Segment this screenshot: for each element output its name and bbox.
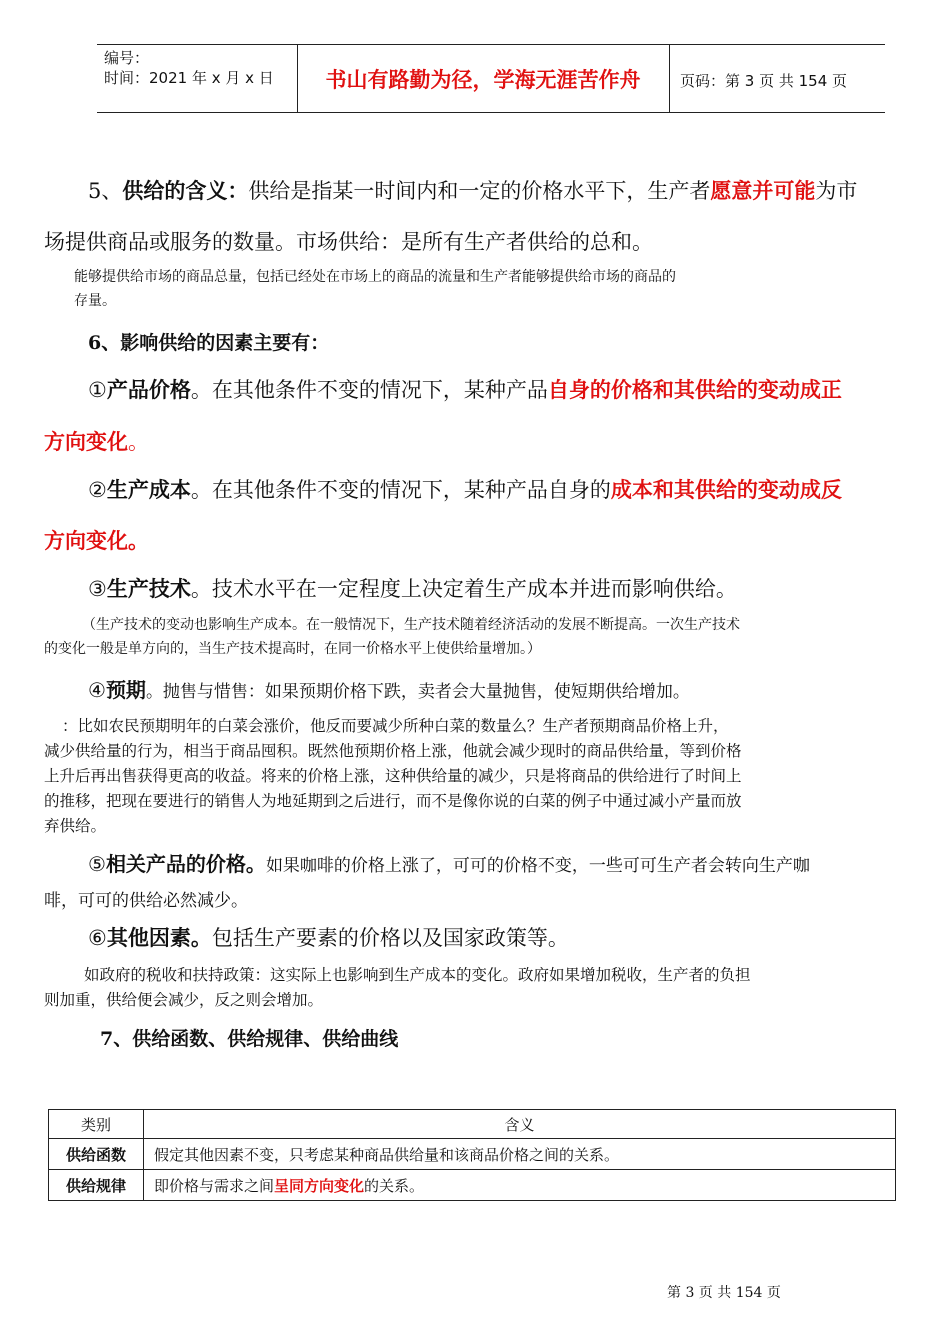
section5-note: 能够提供给市场的商品总量，包括已经处在市场上的商品的流量和生产者能够提供给市场的商品的	[74, 269, 676, 285]
table-row	[49, 1139, 896, 1170]
section5-title: 供给的含义：	[122, 178, 249, 203]
header-top-rule	[97, 44, 885, 45]
supply-table	[48, 1109, 896, 1201]
document-number-label: 编号：	[104, 49, 150, 67]
factor-expectation-note: ：比如农民预期明年的白菜会涨价，他反而要减少所种白菜的数量么？生产者预期商品价格上升，	[62, 717, 729, 735]
table-cell-highlight: 呈同方向变化	[274, 1176, 365, 1195]
factor-text: 。在其他条件不变的情况下，某种产品	[190, 378, 548, 402]
factor-label: 产品价格	[106, 377, 191, 402]
section5-line2: 场提供商品或服务的数量。市场供给：是所有生产者供给的总和。	[44, 230, 653, 254]
factor-cost-line1	[88, 474, 842, 504]
factor-cost-line2	[44, 525, 149, 555]
factor-text: 。技术水平在一定程度上决定着生产成本并进而影响供给。	[190, 577, 737, 601]
factor-expectation-note: 上升后再出售获得更高的收益。将来的价格上涨，这种供给量的减少，只是将商品的供给进行了时间上	[44, 767, 742, 785]
factor-expectation-note: 的推移，把现在要进行的销售人为地延期到之后进行，而不是像你说的白菜的例子中通过减小产量而放	[44, 792, 742, 810]
section5-line1	[88, 175, 857, 205]
factor-other-note: 如政府的税收和扶持政策：这实际上也影响到生产成本的变化。政府如果增加税收，生产者的负担	[84, 966, 751, 984]
factor-tech-line1	[88, 573, 737, 603]
factor-label: 其他因素。	[106, 925, 212, 950]
section5-text-end: 为市	[815, 179, 858, 203]
header-page-info: 页码：第 3 页 共 154 页	[680, 72, 848, 90]
factor-text: 。抛售与惜售：如果预期价格下跌，卖者会大量抛售，使短期供给增加。	[145, 682, 690, 702]
table-header-category: 类别	[49, 1110, 144, 1139]
factor-number: ⑥	[88, 926, 107, 950]
factor-price-line1	[88, 374, 842, 404]
section5-text: 供给是指某一时间内和一定的价格水平下，生产者	[248, 179, 711, 203]
factor-highlight: 自身的价格和其供给的变动成正	[547, 377, 842, 402]
header-divider	[669, 44, 670, 112]
factor-text: 。在其他条件不变的情况下，某种产品自身的	[190, 478, 611, 502]
header-left	[104, 48, 274, 88]
factor-label: 相关产品的价格。	[105, 852, 266, 876]
header-motto: 书山有路勤为径，学海无涯苦作舟	[325, 67, 641, 92]
factor-related-line1	[88, 848, 810, 877]
section5-note: 存量。	[74, 293, 116, 309]
section7-title: 7、供给函数、供给规律、供给曲线	[100, 1028, 399, 1050]
table-header-row	[49, 1110, 896, 1139]
factor-related-line2: 啡，可可的供给必然减少。	[44, 891, 248, 911]
table-cell-text: 即价格与需求之间	[154, 1176, 275, 1195]
factor-tech-note: 的变化一般是单方向的，当生产技术提高时，在同一价格水平上使供给量增加。）	[44, 641, 541, 657]
factor-number: ①	[88, 378, 107, 402]
factor-highlight: 方向变化。	[44, 528, 149, 553]
factor-label: 生产成本	[106, 477, 191, 502]
table-row	[49, 1170, 896, 1201]
factor-highlight: 方向变化	[44, 429, 128, 454]
table-cell-meaning	[144, 1170, 896, 1201]
header-bottom-rule	[97, 112, 885, 113]
table-cell-category: 供给函数	[49, 1139, 144, 1170]
factor-expectation-line1	[88, 674, 690, 703]
factor-number: ⑤	[88, 852, 106, 876]
table-cell-text: 的关系。	[364, 1176, 425, 1195]
factor-number: ②	[88, 478, 107, 502]
factor-price-line2	[44, 426, 149, 456]
page-footer: 第 3 页 共 154 页	[667, 1285, 781, 1301]
factor-expectation-note: 减少供给量的行为，相当于商品囤积。既然他预期价格上涨，他就会减少现时的商品供给量，等到价格	[44, 742, 742, 760]
factor-other-note: 则加重，供给便会减少，反之则会增加。	[44, 991, 324, 1009]
factor-other-line1	[88, 922, 569, 952]
table-cell-meaning: 假定其他因素不变，只考虑某种商品供给量和该商品价格之间的关系。	[144, 1139, 896, 1170]
factor-text: 包括生产要素的价格以及国家政策等。	[211, 926, 569, 950]
table-cell-category: 供给规律	[49, 1170, 144, 1201]
factor-text: 如果咖啡的价格上涨了，可可的价格不变，一些可可生产者会转向生产咖	[265, 856, 810, 876]
factor-expectation-note: 弃供给。	[44, 817, 107, 835]
table-header-meaning: 含义	[144, 1110, 896, 1139]
factor-end: 。	[128, 430, 149, 454]
factor-label: 生产技术	[106, 576, 191, 601]
section6-title: 6、影响供给的因素主要有：	[88, 332, 330, 354]
factor-number: ③	[88, 577, 107, 601]
document-time: 时间：2021 年 x 月 x 日	[104, 69, 274, 87]
section5-highlight: 愿意并可能	[710, 178, 816, 203]
factor-label: 预期	[105, 678, 146, 702]
factor-number: ④	[88, 678, 106, 702]
section5-number: 5、	[88, 179, 123, 203]
factor-tech-note: （生产技术的变动也影响生产成本。在一般情况下，生产技术随着经济活动的发展不断提高。一次生产技术	[82, 617, 740, 633]
factor-highlight: 成本和其供给的变动成反	[610, 477, 842, 502]
